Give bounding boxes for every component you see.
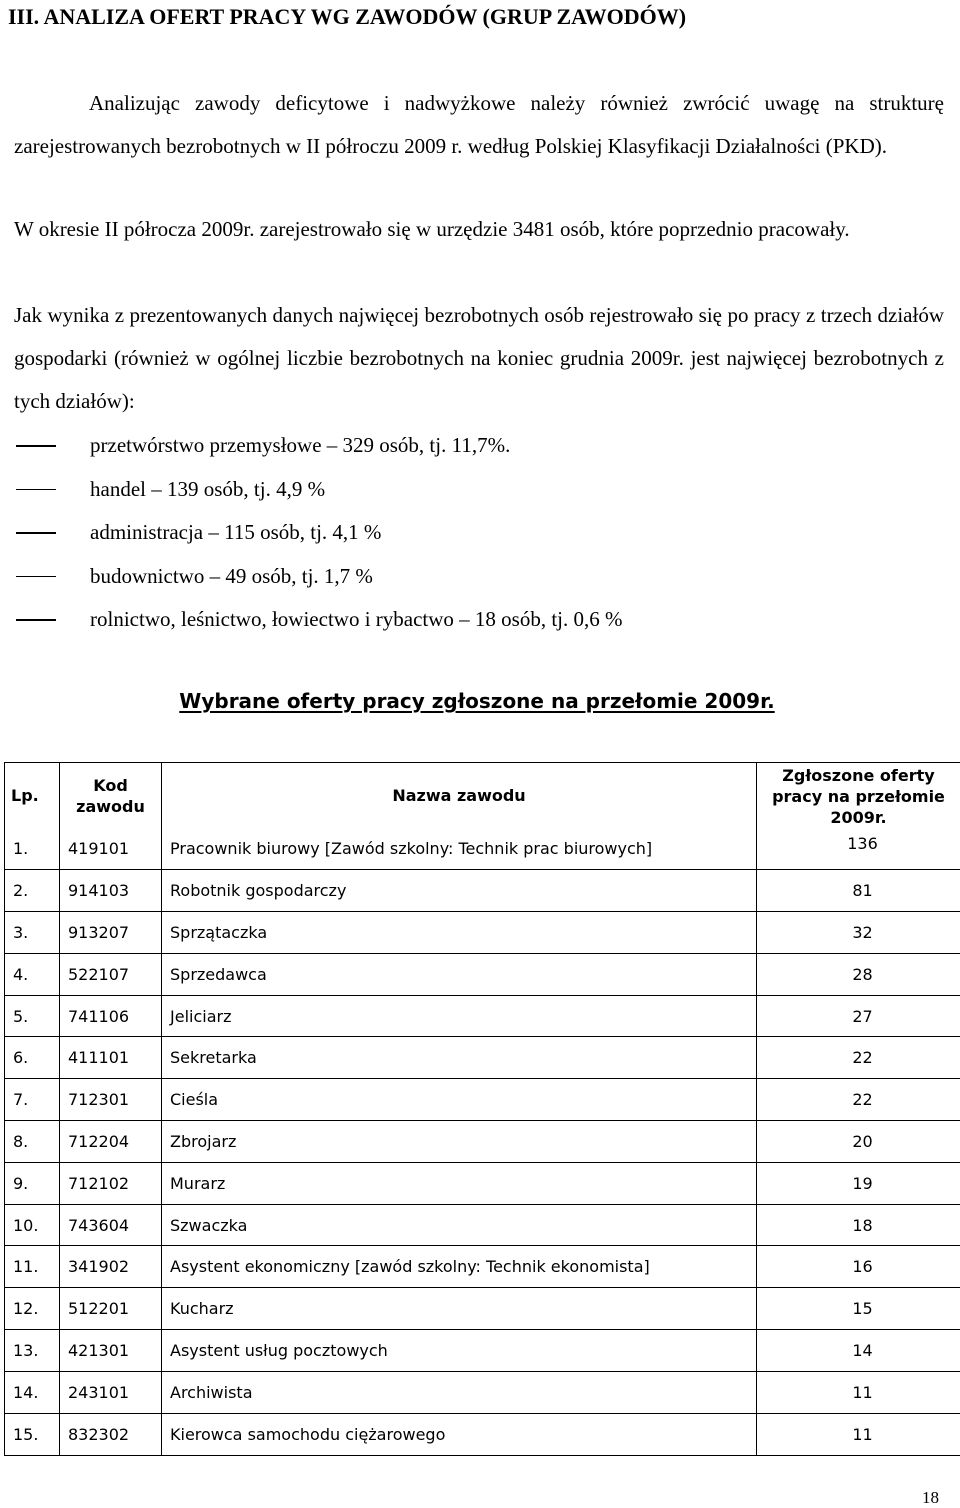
table-row [5, 1246, 960, 1288]
table-row [5, 995, 960, 1037]
dash-bullet [16, 532, 56, 534]
cell-kod: 712301 [60, 1079, 162, 1121]
cell-nazwa: Sprzedawca [162, 953, 757, 995]
table-row [5, 1162, 960, 1204]
cell-lp: 2. [5, 870, 60, 912]
cell-nazwa: Murarz [162, 1162, 757, 1204]
table-row [5, 1204, 960, 1246]
table-row [5, 828, 960, 870]
cell-lp: 11. [5, 1246, 60, 1288]
cell-kod: 712102 [60, 1162, 162, 1204]
cell-kod: 913207 [60, 912, 162, 954]
cell-nazwa: Zbrojarz [162, 1121, 757, 1163]
cell-lp: 10. [5, 1204, 60, 1246]
cell-lp: 4. [5, 953, 60, 995]
cell-nazwa: Sekretarka [162, 1037, 757, 1079]
cell-kod: 522107 [60, 953, 162, 995]
table-row [5, 1037, 960, 1079]
cell-oferty: 18 [757, 1204, 960, 1246]
cell-oferty: 136 [757, 828, 960, 870]
cell-nazwa: Asystent ekonomiczny [zawód szkolny: Technik ekonomista] [162, 1246, 757, 1288]
list-item-text: budownictwo – 49 osób, tj. 1,7 % [90, 555, 373, 599]
cell-lp: 9. [5, 1162, 60, 1204]
cell-kod: 743604 [60, 1204, 162, 1246]
table-row [5, 1330, 960, 1372]
cell-oferty: 81 [757, 870, 960, 912]
table-row [5, 953, 960, 995]
cell-kod: 832302 [60, 1413, 162, 1455]
column-header-kod: Kod zawodu [60, 763, 162, 829]
cell-kod: 712204 [60, 1121, 162, 1163]
cell-oferty: 11 [757, 1372, 960, 1414]
cell-kod: 243101 [60, 1372, 162, 1414]
list-item-text: administracja – 115 osób, tj. 4,1 % [90, 511, 381, 555]
cell-oferty: 19 [757, 1162, 960, 1204]
cell-lp: 1. [5, 828, 60, 870]
cell-oferty: 20 [757, 1121, 960, 1163]
paragraph-intro-text: Analizując zawody deficytowe i nadwyżkowe należy również zwrócić uwagę na strukturę zarejestrowanych bezrobotnych w II półroczu 2009 r. według Polskiej Klasyfikacji Działalności (PKD). [14, 91, 944, 158]
paragraph-analysis [14, 294, 944, 423]
cell-lp: 8. [5, 1121, 60, 1163]
cell-lp: 13. [5, 1330, 60, 1372]
table-row [5, 912, 960, 954]
dash-bullet [16, 619, 56, 621]
cell-lp: 6. [5, 1037, 60, 1079]
job-offers-table [4, 762, 960, 1456]
list-item-text: handel – 139 osób, tj. 4,9 % [90, 468, 325, 512]
cell-lp: 14. [5, 1372, 60, 1414]
cell-oferty: 16 [757, 1246, 960, 1288]
cell-nazwa: Asystent usług pocztowych [162, 1330, 757, 1372]
paragraph-registered [14, 208, 944, 251]
table-title: Wybrane oferty pracy zgłoszone na przełomie 2009r. [0, 689, 954, 713]
cell-kod: 341902 [60, 1246, 162, 1288]
cell-nazwa: Kierowca samochodu ciężarowego [162, 1413, 757, 1455]
dash-bullet [16, 576, 56, 578]
cell-kod: 411101 [60, 1037, 162, 1079]
cell-kod: 512201 [60, 1288, 162, 1330]
cell-nazwa: Szwaczka [162, 1204, 757, 1246]
cell-oferty: 28 [757, 953, 960, 995]
cell-kod: 421301 [60, 1330, 162, 1372]
page-number: 18 [922, 1488, 939, 1508]
table-row [5, 870, 960, 912]
cell-lp: 5. [5, 995, 60, 1037]
cell-oferty: 22 [757, 1037, 960, 1079]
table-header-row [5, 763, 960, 829]
table-row [5, 1079, 960, 1121]
section-heading: III. ANALIZA OFERT PRACY WG ZAWODÓW (GRUP ZAWODÓW) [8, 4, 686, 30]
column-header-lp: Lp. [5, 763, 60, 829]
cell-nazwa: Kucharz [162, 1288, 757, 1330]
column-header-oferty: Zgłoszone oferty pracy na przełomie 2009r. [757, 763, 960, 829]
cell-oferty: 14 [757, 1330, 960, 1372]
paragraph-analysis-text: Jak wynika z prezentowanych danych najwięcej bezrobotnych osób rejestrowało się po pracy z trzech działów gospodarki (również w ogólnej liczbie bezrobotnych na koniec grudnia 2009r. jest najwięcej bezrobotnych z tych działów): [14, 303, 944, 413]
cell-nazwa: Archiwista [162, 1372, 757, 1414]
dash-bullet [16, 489, 56, 491]
list-item-text: rolnictwo, leśnictwo, łowiectwo i rybactwo – 18 osób, tj. 0,6 % [90, 598, 623, 642]
cell-nazwa: Robotnik gospodarczy [162, 870, 757, 912]
cell-kod: 914103 [60, 870, 162, 912]
cell-oferty: 15 [757, 1288, 960, 1330]
list-item-text: przetwórstwo przemysłowe – 329 osób, tj. 11,7%. [90, 424, 510, 468]
cell-lp: 7. [5, 1079, 60, 1121]
cell-lp: 15. [5, 1413, 60, 1455]
cell-lp: 12. [5, 1288, 60, 1330]
cell-nazwa: Pracownik biurowy [Zawód szkolny: Technik prac biurowych] [162, 828, 757, 870]
table-row [5, 1413, 960, 1455]
cell-nazwa: Sprzątaczka [162, 912, 757, 954]
table-row [5, 1288, 960, 1330]
dash-bullet [16, 445, 56, 447]
cell-oferty: 22 [757, 1079, 960, 1121]
cell-oferty: 32 [757, 912, 960, 954]
paragraph-intro [14, 82, 944, 168]
paragraph-registered-text: W okresie II półrocza 2009r. zarejestrowało się w urzędzie 3481 osób, które poprzednio pracowały. [14, 217, 850, 241]
cell-oferty: 11 [757, 1413, 960, 1455]
cell-kod: 741106 [60, 995, 162, 1037]
cell-kod: 419101 [60, 828, 162, 870]
table-row [5, 1121, 960, 1163]
column-header-nazwa: Nazwa zawodu [162, 763, 757, 829]
cell-nazwa: Jeliciarz [162, 995, 757, 1037]
cell-oferty: 27 [757, 995, 960, 1037]
cell-lp: 3. [5, 912, 60, 954]
table-row [5, 1372, 960, 1414]
cell-nazwa: Cieśla [162, 1079, 757, 1121]
